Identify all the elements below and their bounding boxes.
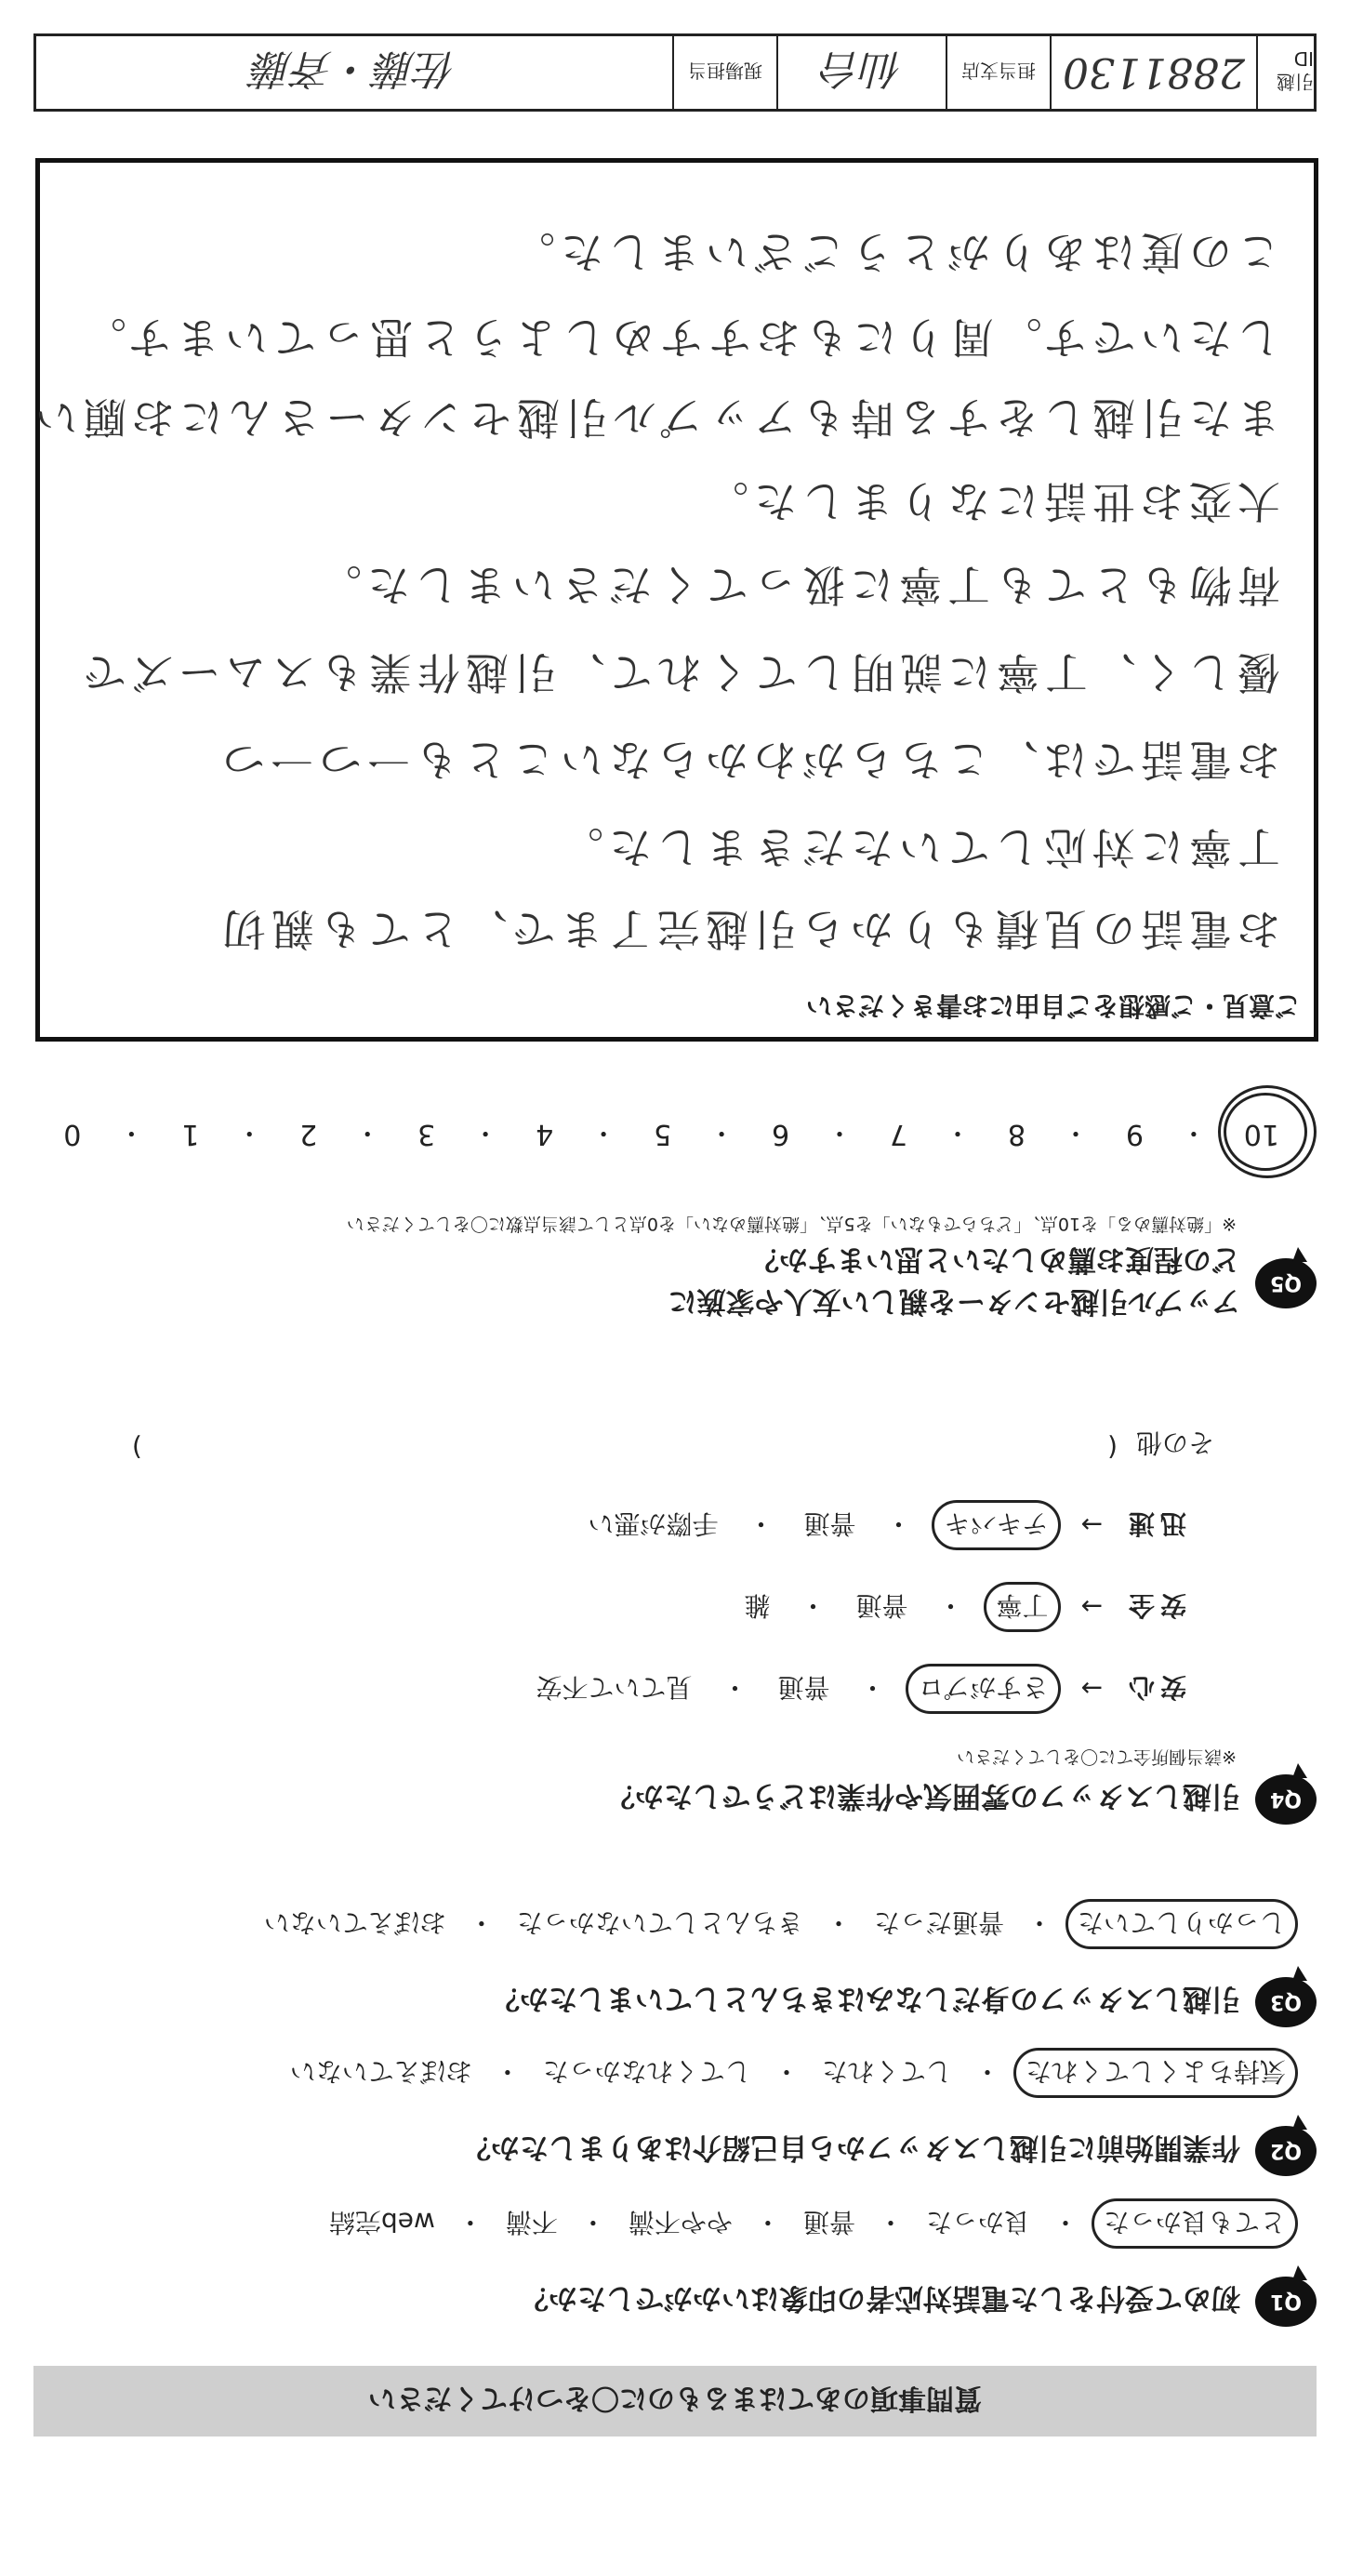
- option[interactable]: 普通だった: [873, 1907, 1004, 1938]
- option-selected[interactable]: 気持ちよくしてくれた: [1013, 2048, 1298, 2098]
- arrow-right-icon: →: [1080, 1509, 1103, 1541]
- option[interactable]: 良かった: [925, 2207, 1030, 2237]
- scale-option[interactable]: 1: [181, 1118, 200, 1151]
- question-text: アップル引越センターを親しい友人や家族に: [668, 1284, 1240, 1318]
- question-5: [33, 1213, 1317, 1325]
- option-selected[interactable]: さすがプロ: [907, 1664, 1061, 1714]
- option[interactable]: おぼえていない: [289, 2056, 472, 2087]
- branch-label: 担当支店: [946, 36, 1050, 109]
- question-badge: Q4: [1255, 1774, 1317, 1825]
- comment-line: 丁寧に対応していただきました。: [555, 822, 1280, 872]
- question-text: 引越しスタッフの雰囲気や作業はどうでしたか？: [606, 1779, 1240, 1813]
- rating-row: 迅速 → テキパキ ・ 普通 ・ 手際が悪い: [33, 1500, 1186, 1550]
- option-selected[interactable]: 丁寧: [985, 1582, 1061, 1632]
- id-label: 引越ID: [1256, 36, 1314, 109]
- scale-option[interactable]: 3: [417, 1118, 436, 1151]
- arrow-right-icon: →: [1080, 1673, 1103, 1705]
- staff-info-strip: [33, 33, 1317, 112]
- option[interactable]: 不満: [505, 2207, 558, 2237]
- question-4: [33, 1426, 1317, 1825]
- arrow-right-icon: →: [1080, 1591, 1103, 1623]
- question-badge: Q3: [1255, 1977, 1317, 2027]
- option-selected[interactable]: とても良かった: [1092, 2198, 1298, 2249]
- answer-options: しっかりしていた ・ 普通だった ・ きちんとしていなかった ・ おぼえていない: [33, 1899, 1298, 1949]
- question-3: [33, 1899, 1317, 2027]
- question-note: ※該当個所全てに〇をしてください: [957, 1746, 1237, 1767]
- question-text: 引越しスタッフの身だしなみはきちんとしていましたか？: [491, 1982, 1240, 2016]
- row-label: 迅速: [1122, 1508, 1186, 1539]
- answer-options: とても良かった ・ 良かった ・ 普通 ・ やや不満 ・ 不満 ・ web完結: [33, 2198, 1298, 2249]
- other-field: [33, 1426, 1214, 1463]
- question-1: [33, 2198, 1317, 2327]
- question-text-2: どの程度お薦めしたいと思いますか？: [750, 1242, 1240, 1276]
- option[interactable]: 手際が悪い: [588, 1508, 719, 1539]
- answer-options: 気持ちよくしてくれた ・ してくれた ・ してくれなかった ・ おぼえていない: [33, 2048, 1298, 2098]
- paren-close: ): [131, 1432, 142, 1463]
- paren-open: (: [1107, 1432, 1118, 1463]
- branch-value: 仙台: [776, 36, 946, 109]
- question-2: [33, 2048, 1317, 2176]
- leader-value: 佐藤・斉藤: [252, 45, 457, 92]
- option-selected[interactable]: しっかりしていた: [1065, 1899, 1298, 1949]
- id-value: 2881130: [1050, 36, 1256, 109]
- option[interactable]: おぼえていない: [263, 1907, 446, 1938]
- recommend-scale: 10 ・ 9 ・ 8 ・ 7 ・ 6 ・ 5 ・ 4 ・ 3 ・ 2 ・ 1 ・ 0: [58, 1116, 1285, 1153]
- scale-option-selected[interactable]: 10: [1238, 1119, 1285, 1151]
- option[interactable]: 見ていて不安: [536, 1672, 693, 1703]
- row-label: 安全: [1122, 1590, 1186, 1621]
- option[interactable]: 普通: [802, 2207, 855, 2237]
- rating-row: 安全 → 丁寧 ・ 普通 ・ 雑: [33, 1582, 1186, 1632]
- option-selected[interactable]: テキパキ: [933, 1500, 1061, 1550]
- comment-line: また引越しをする時もアップル引越センターさんにお願い: [29, 392, 1280, 443]
- scale-option[interactable]: 6: [772, 1118, 790, 1151]
- rating-row: 安心 → さすがプロ ・ 普通 ・ 見ていて不安: [33, 1664, 1186, 1714]
- leader-label: 現場担当: [672, 36, 776, 109]
- comment-line: お電話では、こちらがわからないことも一つ一つ: [217, 735, 1280, 785]
- option[interactable]: 普通: [777, 1672, 830, 1703]
- option[interactable]: web完結: [328, 2207, 435, 2237]
- comment-label: ご意見・ご感想をご自由にお書きください: [805, 990, 1301, 1021]
- comment-line: したいです。周りにもおすすめしようと思っています。: [77, 312, 1280, 363]
- scale-option[interactable]: 9: [1125, 1118, 1144, 1151]
- comment-line: 優しく、丁寧に説明してくれて、引越作業もスムーズで: [77, 647, 1280, 697]
- option[interactable]: してくれなかった: [542, 2056, 751, 2087]
- question-badge: Q5: [1255, 1258, 1317, 1308]
- option[interactable]: 雑: [744, 1590, 771, 1621]
- question-badge: Q2: [1255, 2126, 1317, 2176]
- question-note: ※「絶対薦める」を10点、「どちらでもない」を5点、「絶対薦めない」を0点として該当点数に〇をしてください: [346, 1214, 1237, 1234]
- scale-option[interactable]: 8: [1007, 1118, 1026, 1151]
- other-input[interactable]: [132, 1426, 1118, 1463]
- scale-option[interactable]: 5: [654, 1118, 672, 1151]
- comment-line: この度はありがとうございました。: [507, 227, 1280, 277]
- instructions-text: 質問事項のあてはまるものに〇をつけてください: [368, 2382, 982, 2414]
- scale-option[interactable]: 2: [299, 1118, 318, 1151]
- other-label: その他: [1135, 1427, 1214, 1458]
- comment-line: 荷物もとても丁寧に扱ってくださいました。: [313, 560, 1280, 610]
- scale-option[interactable]: 4: [536, 1118, 554, 1151]
- comment-line: お電話の見積もりから引越完了まで、とても親切: [217, 904, 1280, 954]
- option[interactable]: きちんとしていなかった: [516, 1907, 803, 1938]
- comment-box[interactable]: [29, 158, 1318, 1042]
- comment-line: 大変お世話になりました。: [700, 476, 1280, 526]
- option[interactable]: してくれた: [821, 2056, 952, 2087]
- option[interactable]: 普通: [803, 1508, 856, 1539]
- scale-option[interactable]: 0: [63, 1118, 82, 1151]
- row-label: 安心: [1122, 1672, 1186, 1703]
- option[interactable]: やや不満: [628, 2207, 733, 2237]
- option[interactable]: 普通: [855, 1590, 908, 1621]
- question-text: 作業開始前に引越しスタッフから自己紹介はありましたか？: [462, 2131, 1240, 2165]
- question-text: 初めて受付をした電話対応者の印象はいかがでしたか？: [520, 2281, 1240, 2316]
- scale-option[interactable]: 7: [889, 1118, 908, 1151]
- question-badge: Q1: [1255, 2277, 1317, 2327]
- instructions-banner: [33, 2366, 1317, 2437]
